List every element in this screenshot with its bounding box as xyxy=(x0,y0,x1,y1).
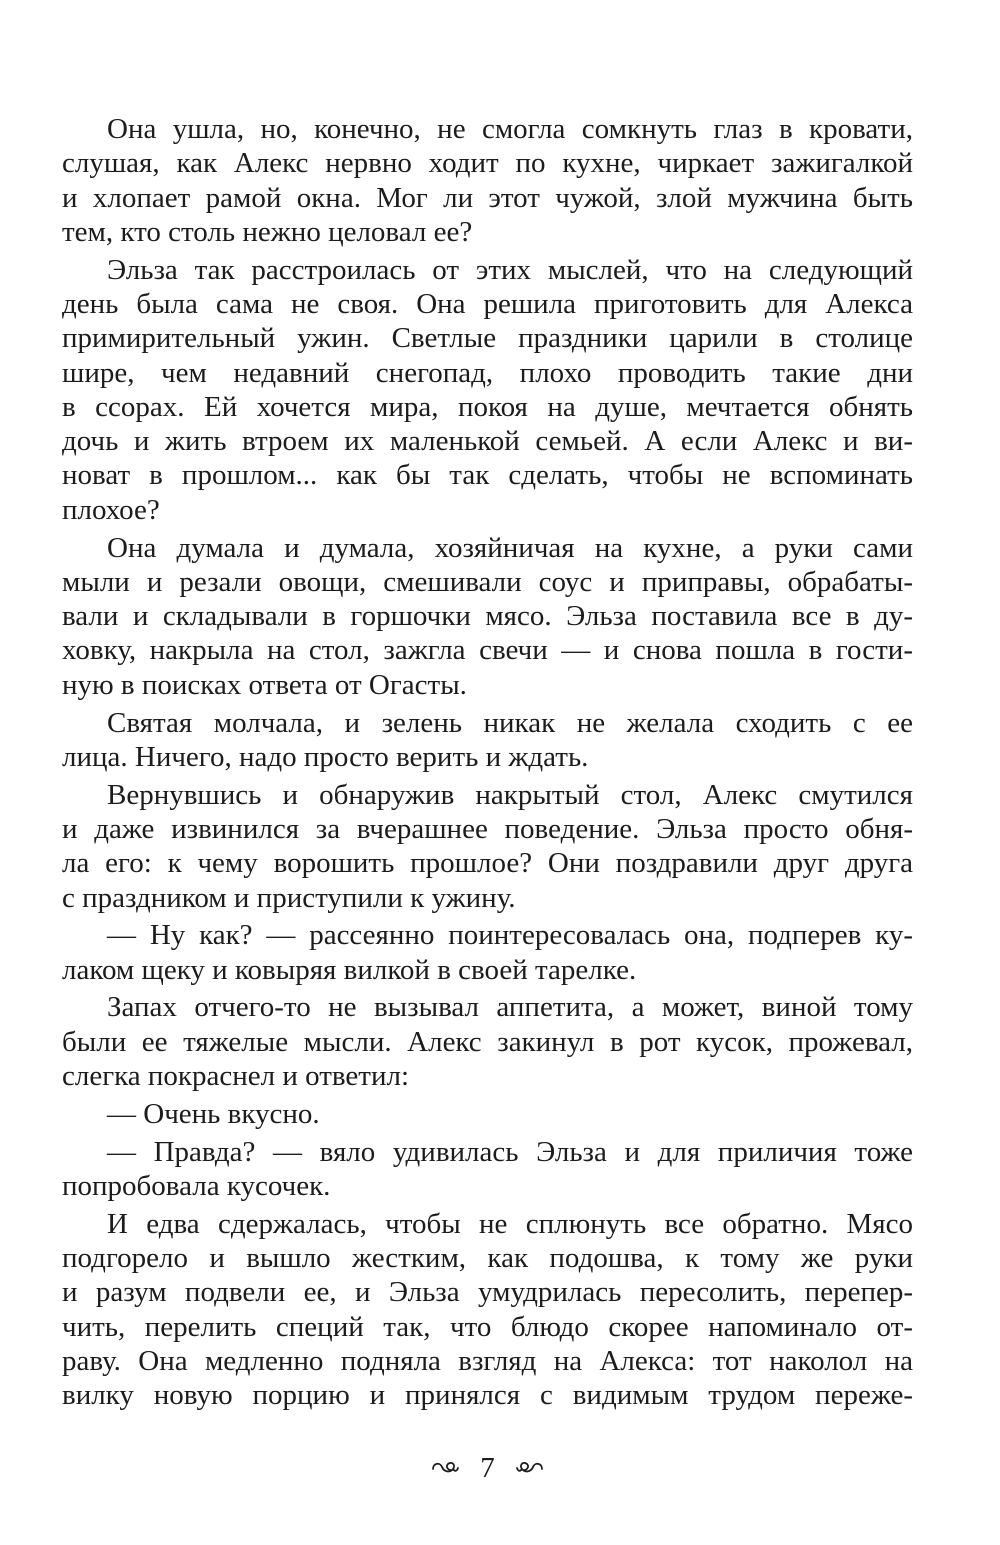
text-line: — Очень вкусно. xyxy=(107,1097,320,1130)
dialogue-paragraph xyxy=(62,1097,913,1131)
text-line: лаком щеку и ковыряя вилкой в своей тарелке. xyxy=(62,953,637,986)
ornament-right-icon xyxy=(515,1460,545,1476)
text-line: ную в поисках ответа от Огасты. xyxy=(62,668,467,701)
page-footer xyxy=(62,1452,913,1484)
paragraph xyxy=(62,112,913,249)
body-text xyxy=(62,112,913,1412)
text-line: и даже извинился за вчерашнее поведение. Эльза просто обня- xyxy=(62,812,913,845)
text-line: дочь и жить втроем их маленькой семьей. А если Алекс и ви- xyxy=(62,425,913,458)
text-line: слегка покраснел и ответил: xyxy=(62,1060,410,1093)
text-line: подгорело и вышло жестким, как подошва, к тому же руки xyxy=(62,1242,913,1274)
paragraph xyxy=(62,531,913,702)
text-line: — Правда? — вяло удивилась Эльза и для приличия тоже xyxy=(107,1135,913,1168)
text-line: в ссорах. Ей хочется мира, покоя на душе, мечтается обнять xyxy=(62,390,913,423)
text-line: примирительный ужин. Светлые праздники царили в столице xyxy=(62,322,913,355)
text-line: Вернувшись и обнаружив накрытый стол, Алекс смутился xyxy=(107,778,913,811)
text-line: шире, чем недавний снегопад, плохо проводить такие дни xyxy=(62,356,913,389)
paragraph xyxy=(62,1207,913,1413)
dialogue-paragraph xyxy=(62,1135,913,1204)
paragraph xyxy=(62,990,913,1093)
text-line: вали и складывали в горшочки мясо. Эльза поставила все в ду- xyxy=(62,600,913,633)
text-line: И едва сдержалась, чтобы не сплюнуть все обратно. Мясо xyxy=(107,1207,913,1240)
text-line: Эльза так расстроилась от этих мыслей, что на следующий xyxy=(107,253,913,286)
paragraph xyxy=(62,778,913,915)
text-line: новат в прошлом... как бы так сделать, чтобы не вспоминать xyxy=(62,459,913,492)
text-line: попробовала кусочек. xyxy=(62,1169,331,1202)
text-line: раву. Она медленно подняла взгляд на Алекса: тот наколол на xyxy=(62,1344,913,1377)
text-line: плохое? xyxy=(62,493,160,526)
text-line: и разум подвели ее, и Эльза умудрилась пересолить, перепер- xyxy=(62,1276,913,1309)
text-line: Святая молчала, и зелень никак не желала сходить с ее xyxy=(107,706,913,739)
text-line: были ее тяжелые мысли. Алекс закинул в рот кусок, прожевал, xyxy=(62,1025,913,1058)
text-line: — Ну как? — рассеянно поинтересовалась она, подперев ку- xyxy=(107,919,913,952)
text-line: ховку, накрыла на стол, зажгла свечи — и снова пошла в гости- xyxy=(62,634,913,667)
text-line: вилку новую порцию и принялся с видимым трудом переже- xyxy=(62,1379,913,1412)
text-line: мыли и резали овощи, смешивали соус и приправы, обрабаты- xyxy=(62,565,913,598)
dialogue-paragraph xyxy=(62,918,913,987)
text-line: Она ушла, но, конечно, не смогла сомкнуть глаз в кровати, xyxy=(107,113,913,145)
text-line: и хлопает рамой окна. Мог ли этот чужой, злой мужчина быть xyxy=(62,181,913,214)
text-line: Запах отчего-то не вызывал аппетита, а может, виной тому xyxy=(107,991,913,1024)
ornament-left-icon xyxy=(430,1460,460,1476)
text-line: день была сама не своя. Она решила приготовить для Алекса xyxy=(62,287,913,320)
text-line: слушая, как Алекс нервно ходит по кухне, чиркает зажигалкой xyxy=(62,147,913,180)
paragraph xyxy=(62,706,913,775)
page-number: 7 xyxy=(480,1452,495,1484)
text-line: чить, перелить специй так, что блюдо скорее напоминало от- xyxy=(62,1310,913,1343)
text-line: лица. Ничего, надо просто верить и ждать. xyxy=(62,740,589,773)
text-line: тем, кто столь нежно целовал ее? xyxy=(62,215,473,248)
text-line: ла его: к чему ворошить прошлое? Они поздравили друг друга xyxy=(62,847,913,880)
paragraph xyxy=(62,253,913,527)
text-line: с праздником и приступили к ужину. xyxy=(62,881,516,914)
text-line: Она думала и думала, хозяйничая на кухне, а руки сами xyxy=(107,531,913,564)
